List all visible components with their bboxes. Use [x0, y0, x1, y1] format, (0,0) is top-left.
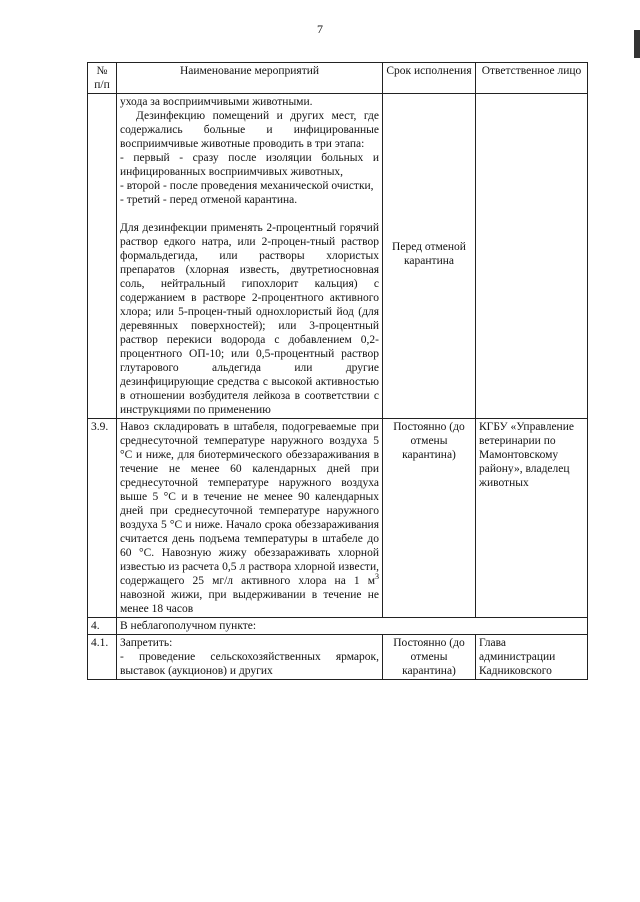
table-row: [88, 419, 588, 618]
row-responsible: [476, 94, 588, 419]
row-num: 3.9.: [88, 419, 117, 618]
deadline-text: Перед отменой карантина: [392, 241, 466, 267]
row-deadline: Постоянно (до отмены карантина): [383, 419, 476, 618]
header-num: № п/п: [88, 63, 117, 94]
row-text: В неблагополучном пункте:: [117, 618, 588, 635]
paragraph: - первый - сразу после изоляции больных и инфицированных восприимчивых животных,: [120, 152, 379, 178]
row-text: [117, 635, 383, 680]
text-part: Навоз складировать в штабеля, подогреваемые при среднесуточной температуре наружного воздуха 5 °С и ниже, для биотермического обеззараживания в течение не менее 60 календарных дней при среднесуточной температуре наружного воздуха выше 5 °С и в течение не менее 90 календарных дней при среднесуточной температуре наружного воздуха 5 °С и ниже. Начало срока обеззараживания считается день подъема температуры в штабеле до 60 °С. Навозную жижу обеззараживать хлорной известью из расчета 0,5 л раствора хлорной извести, содержащего 25 мг/л активного хлора на 1 м: [120, 421, 379, 587]
paragraph: - проведение сельскохозяйственных ярмарок, выставок (аукционов) и других: [120, 651, 379, 677]
table-row: [88, 635, 588, 680]
page-number: 7: [317, 22, 323, 36]
row-deadline: [383, 94, 476, 419]
paragraph: Дезинфекцию помещений и других мест, где содержались больные и инфицированные восприимчивые животные проводить в три этапа:: [120, 110, 379, 150]
table-header-row: [88, 63, 588, 94]
edge-mark: [634, 30, 640, 58]
text-part: навозной жижи, при выдерживании в течение не менее 18 часов: [120, 589, 379, 615]
row-num: 4.1.: [88, 635, 117, 680]
row-responsible: Глава администрации Кадниковского: [476, 635, 588, 680]
header-responsible: Ответственное лицо: [476, 63, 588, 94]
row-text: [117, 94, 383, 419]
superscript: 3: [375, 572, 379, 582]
row-text: [117, 419, 383, 618]
row-num: 4.: [88, 618, 117, 635]
row-responsible: КГБУ «Управление ветеринарии по Мамонтовскому району», владелец животных: [476, 419, 588, 618]
measures-table: [87, 62, 588, 680]
row-deadline: Постоянно (до отмены карантина): [383, 635, 476, 680]
paragraph: - третий - перед отменой карантина.: [120, 194, 298, 206]
paragraph: Для дезинфекции применять 2-процентный горячий раствор едкого натра, или 2-процен-тный раствор формальдегида, или растворы хлористых препаратов (хлорная известь, двутретиосновная соль, нейтральный гипохлорит кальция) с содержанием в растворе 2-процентного активного хлора; или 5-процен-тный однохлористый йод (для деревянных поверхностей); или 3-процентный раствор перекиси водорода с добавлением 0,2-процентного ОП-10; или 0,5-процентный раствор глутарового альдегида или другие дезинфицирующие средства с высокой активностью в отношении возбудителя лейкоза в соответствии с инструкциями по применению: [120, 222, 379, 416]
table-row: [88, 618, 588, 635]
paragraph: Запретить:: [120, 637, 173, 649]
header-deadline: Срок исполнения: [383, 63, 476, 94]
paragraph: ухода за восприимчивыми животными.: [120, 96, 313, 108]
row-num: [88, 94, 117, 419]
table-row: [88, 94, 588, 419]
header-name: Наименование мероприятий: [117, 63, 383, 94]
paragraph: - второй - после проведения механической очистки,: [120, 180, 374, 192]
